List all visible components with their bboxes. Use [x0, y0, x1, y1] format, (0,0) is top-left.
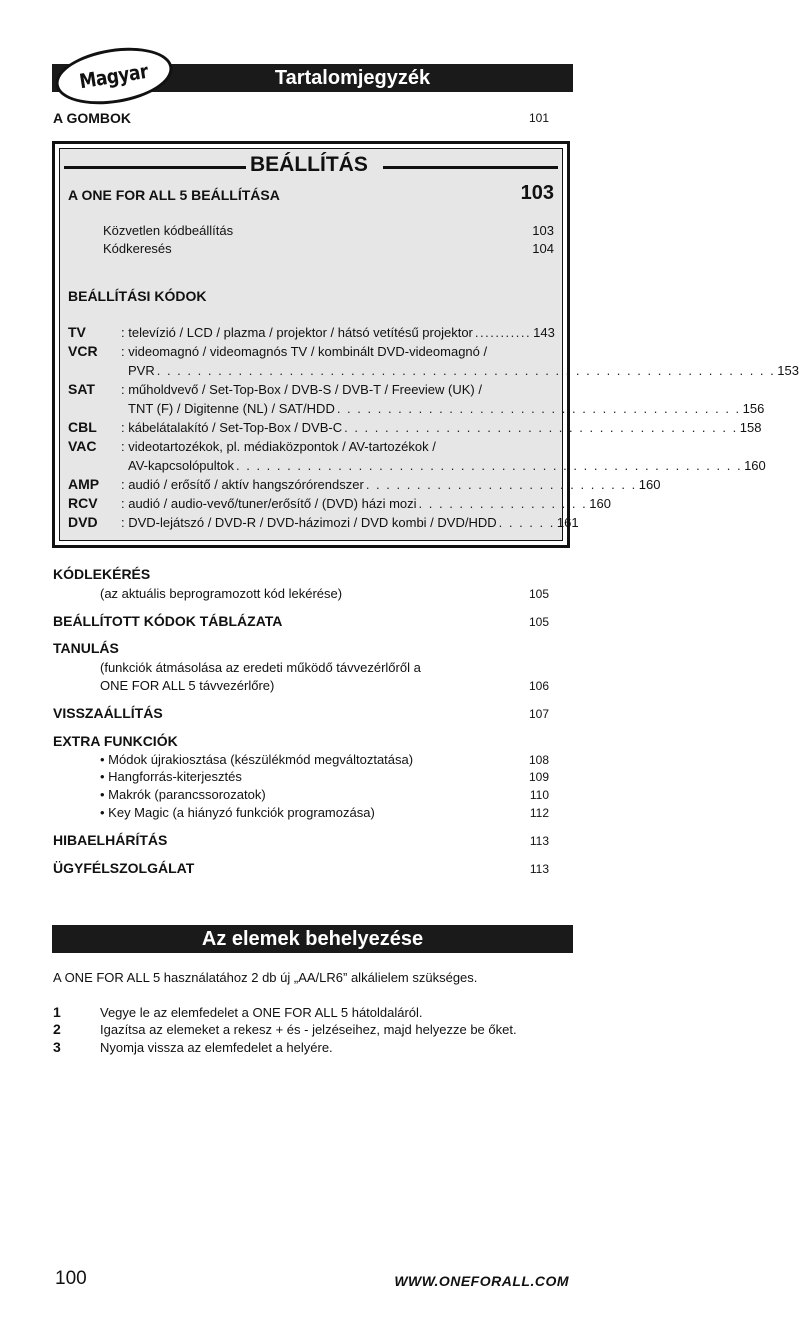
toc-hibaelharitas-page: 113 [529, 834, 549, 848]
step-3-number: 3 [53, 1039, 61, 1055]
code-vcr: VCR [68, 343, 98, 359]
toc-extra-item-4: • Key Magic (a hiányzó funkciók programozása) [100, 805, 375, 820]
sub-kodbeallitas: Közvetlen kódbeállítás [103, 223, 234, 238]
footer-url: WWW.ONEFORALL.COM [394, 1273, 569, 1289]
toc-extra-item-3: • Makrók (parancssorozatok) [100, 787, 266, 802]
toc-kodlekeres: KÓDLEKÉRÉS [53, 566, 151, 582]
sub-kodbeallitas-page: 103 [532, 223, 554, 238]
code-rcv: RCV [68, 495, 98, 511]
toc-ugyfelszolgalat: ÜGYFÉLSZOLGÁLAT [53, 860, 195, 876]
toc-extra-item-3-page: 110 [529, 788, 549, 802]
step-1-number: 1 [53, 1004, 61, 1020]
toc-extra-item-2: • Hangforrás-kiterjesztés [100, 769, 242, 784]
toc-kodlekeres-sub: (az aktuális beprogramozott kód lekérése) [100, 586, 343, 601]
code-sat-line2: TNT (F) / Digitenne (NL) / SAT/HDD . . . . . . . . . . . . . . . . . . . . . . . . . . . . . . . . . . . . . . . . 156 [128, 401, 765, 416]
code-rcv-desc: : audió / audio-vevő/tuner/erősítő / (DVD) házi mozi . . . . . . . . . . . . . . . . . 160 [121, 496, 611, 511]
toc-extra-item-4-page: 112 [529, 806, 549, 820]
code-tv: TV [68, 324, 86, 340]
toc-tablazat-page: 105 [528, 615, 549, 629]
step-2-text: Igazítsa az elemeket a rekesz + és - jelzéseihez, majd helyezze be őket. [100, 1022, 517, 1037]
toc-visszaallitas-page: 107 [528, 707, 549, 721]
language-badge: Magyar [52, 40, 177, 112]
code-amp-desc: : audió / erősítő / aktív hangszórórendszer . . . . . . . . . . . . . . . . . . . . . . . . . . . 160 [121, 477, 661, 492]
toc-gombok: A GOMBOK [53, 110, 132, 126]
setup-box-inner [59, 148, 799, 541]
setup-title-page: 103 [520, 182, 554, 204]
toc-tanulas-sub2: ONE FOR ALL 5 távvezérlőre) [100, 678, 275, 693]
toc-extra-item-1: • Módok újrakiosztása (készülékmód megváltoztatása) [100, 752, 414, 767]
heading-line-right [383, 166, 558, 169]
code-dvd-desc: : DVD-lejátszó / DVD-R / DVD-házimozi / DVD kombi / DVD/HDD . . . . . . 161 [121, 515, 579, 530]
code-tv-desc: : televízió / LCD / plazma / projektor / hátsó vetítésű projektor ........... 143 [121, 325, 555, 340]
footer-page-number: 100 [55, 1268, 87, 1289]
toc-tanulas-sub1: (funkciók átmásolása az eredeti működő távvezérlőről a [100, 660, 421, 675]
codes-title: BEÁLLÍTÁSI KÓDOK [68, 288, 207, 304]
toc-kodlekeres-page: 105 [528, 587, 549, 601]
code-vcr-line1: : videomagnó / videomagnós TV / kombinált DVD-videomagnó / [121, 344, 488, 359]
toc-tablazat: BEÁLLÍTOTT KÓDOK TÁBLÁZATA [53, 613, 283, 629]
code-amp: AMP [68, 476, 100, 492]
toc-ugyfelszolgalat-page: 113 [529, 862, 549, 876]
sub-kodkereses-page: 104 [532, 241, 554, 256]
sub-kodkereses: Kódkeresés [103, 241, 172, 256]
setup-heading: BEÁLLÍTÁS [250, 153, 368, 176]
step-1-text: Vegye le az elemfedelet a ONE FOR ALL 5 hátoldaláról. [100, 1005, 423, 1020]
code-dvd: DVD [68, 514, 98, 530]
setup-box [52, 141, 799, 548]
code-vac: VAC [68, 438, 97, 454]
code-sat: SAT [68, 381, 95, 397]
step-2-number: 2 [53, 1021, 61, 1037]
toc-tanulas-page: 106 [528, 679, 549, 693]
code-vac-line1: : videotartozékok, pl. médiaközpontok / AV-tartozékok / [121, 439, 436, 454]
code-cbl-desc: : kábelátalakító / Set-Top-Box / DVB-C . . . . . . . . . . . . . . . . . . . . . . . . . . . . . . . . . . . . . . . 158 [121, 420, 762, 435]
code-cbl: CBL [68, 419, 97, 435]
toc-extra: EXTRA FUNKCIÓK [53, 733, 178, 749]
code-vcr-line2: PVR . . . . . . . . . . . . . . . . . . . . . . . . . . . . . . . . . . . . . . . . . . . . . . . . . . . . . . . . . . . . . 153 [128, 363, 799, 378]
code-vac-line2: AV-kapcsolópultok . . . . . . . . . . . . . . . . . . . . . . . . . . . . . . . . . . . . . . . . . . . . . . . . . . 160 [128, 458, 766, 473]
step-3-text: Nyomja vissza az elemfedelet a helyére. [100, 1040, 333, 1055]
toc-visszaallitas: VISSZAÁLLÍTÁS [53, 705, 163, 721]
toc-gombok-page: 101 [528, 111, 549, 125]
page-title: Tartalomjegyzék [274, 67, 431, 89]
toc-tanulas: TANULÁS [53, 640, 119, 656]
toc-extra-item-2-page: 109 [528, 770, 549, 784]
code-sat-line1: : műholdvevő / Set-Top-Box / DVB-S / DVB-T / Freeview (UK) / [121, 382, 482, 397]
setup-title: A ONE FOR ALL 5 BEÁLLÍTÁSA [68, 187, 280, 203]
heading-line-left [64, 166, 246, 169]
toc-hibaelharitas: HIBAELHÁRÍTÁS [53, 832, 168, 848]
batteries-intro: A ONE FOR ALL 5 használatához 2 db új „AA/LR6” alkálielem szükséges. [53, 970, 478, 985]
toc-extra-item-1-page: 108 [528, 753, 549, 767]
batteries-title-bar [52, 925, 573, 953]
batteries-title: Az elemek behelyezése [201, 928, 424, 950]
